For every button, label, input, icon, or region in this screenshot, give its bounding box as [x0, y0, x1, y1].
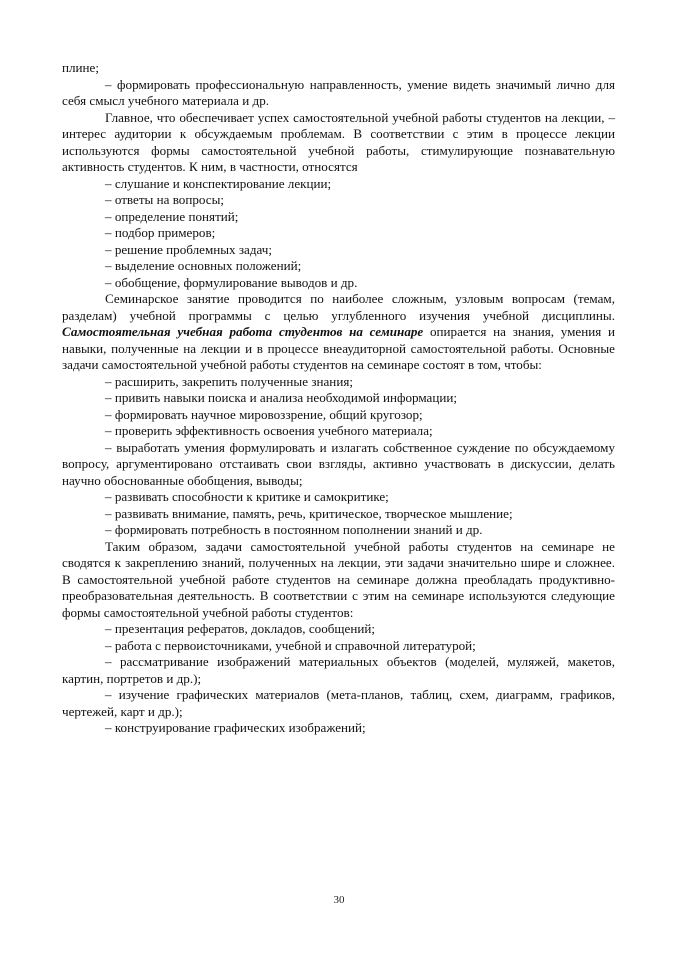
list-item: – определение понятий;	[105, 208, 239, 224]
list-item: – формировать научное мировоззрение, общий кругозор;	[105, 406, 423, 422]
paragraph-continuation: плине;	[62, 60, 100, 75]
list-item: – формировать потребность в постоянном пополнении знаний и др.	[105, 522, 483, 537]
list-item: – изучение графических материалов (мета-планов, таблиц, схем, диаграмм, графиков, чертежей, карт и др.);	[62, 687, 615, 719]
list-item: – рассматривание изображений материальных объектов (моделей, муляжей, макетов, картин, портретов и др.);	[62, 654, 615, 686]
paragraph	[62, 291, 615, 374]
list-item: – расширить, закрепить полученные знания;	[105, 373, 353, 389]
list-item: – проверить эффективность освоения учебного материала;	[105, 423, 433, 438]
paragraph-text: опирается на знания, умения и навыки, полученные на лекции и в процессе внеаудиторной самостоятельной работы. Основные задачи самостоятельной учебной работы студентов на семинаре состоят в том, чтобы:	[62, 324, 615, 372]
list-item: – конструирование графических изображений;	[105, 720, 366, 735]
list-item: – развивать способности к критике и самокритике;	[105, 489, 389, 504]
list-item: – обобщение, формулирование выводов и др.	[105, 274, 358, 290]
paragraph-text: Семинарское занятие проводится по наиболее сложным, узловым вопросам (темам, разделам) учебной программы с целью углубленного изучения учебной дисциплины.	[62, 291, 615, 323]
page-number: 30	[333, 894, 345, 906]
list-item: – выделение основных положений;	[105, 258, 302, 273]
list-item: – работа с первоисточниками, учебной и справочной литературой;	[105, 637, 476, 653]
list-item: – привить навыки поиска и анализа необходимой информации;	[105, 390, 458, 405]
paragraph: Таким образом, задачи самостоятельной учебной работы студентов на семинаре не сводятся к закреплению знаний, полученных на лекции, эти задачи значительно шире и сложнее. В самостоятельной учебной работе студентов на семинаре должна преобладать продуктивно-преобразовательная деятельность. В соответствии с этим на семинаре используются следующие формы самостоятельной учебной работы студентов:	[62, 538, 615, 620]
paragraph: Главное, что обеспечивает успех самостоятельной учебной работы студентов на лекции, – интерес аудитории к обсуждаемым проблемам. В соответствии с этим в процессе лекции используются формы самостоятельной учебной работы, стимулирующие познавательную активность студентов. К ним, в частности, относятся	[62, 109, 615, 174]
list-item: – выработать умения формулировать и излагать собственное суждение по обсуждаемому вопросу, аргументировано отстаивать свои взгляды, активно участвовать в дискуссии, делать научно обоснованные обобщения, выводы;	[62, 439, 615, 488]
lecture-forms-list	[62, 176, 615, 292]
list-item: – формировать профессиональную направленность, умение видеть значимый лично для себя смысл учебного материала и др.	[62, 76, 615, 108]
list-item: – ответы на вопросы;	[105, 192, 225, 207]
seminar-tasks-list	[62, 374, 615, 539]
emphasized-term: Самостоятельная учебная работа студентов на семинаре	[62, 324, 424, 339]
list-item: – развивать внимание, память, речь, критическое, творческое мышление;	[105, 505, 513, 521]
list-item: – подбор примеров;	[105, 225, 216, 240]
list-item: – презентация рефератов, докладов, сообщений;	[105, 621, 375, 636]
list-item: – решение проблемных задач;	[105, 241, 273, 257]
page-body	[62, 60, 615, 737]
seminar-forms-list	[62, 621, 615, 737]
list-item: – слушание и конспектирование лекции;	[105, 175, 332, 191]
